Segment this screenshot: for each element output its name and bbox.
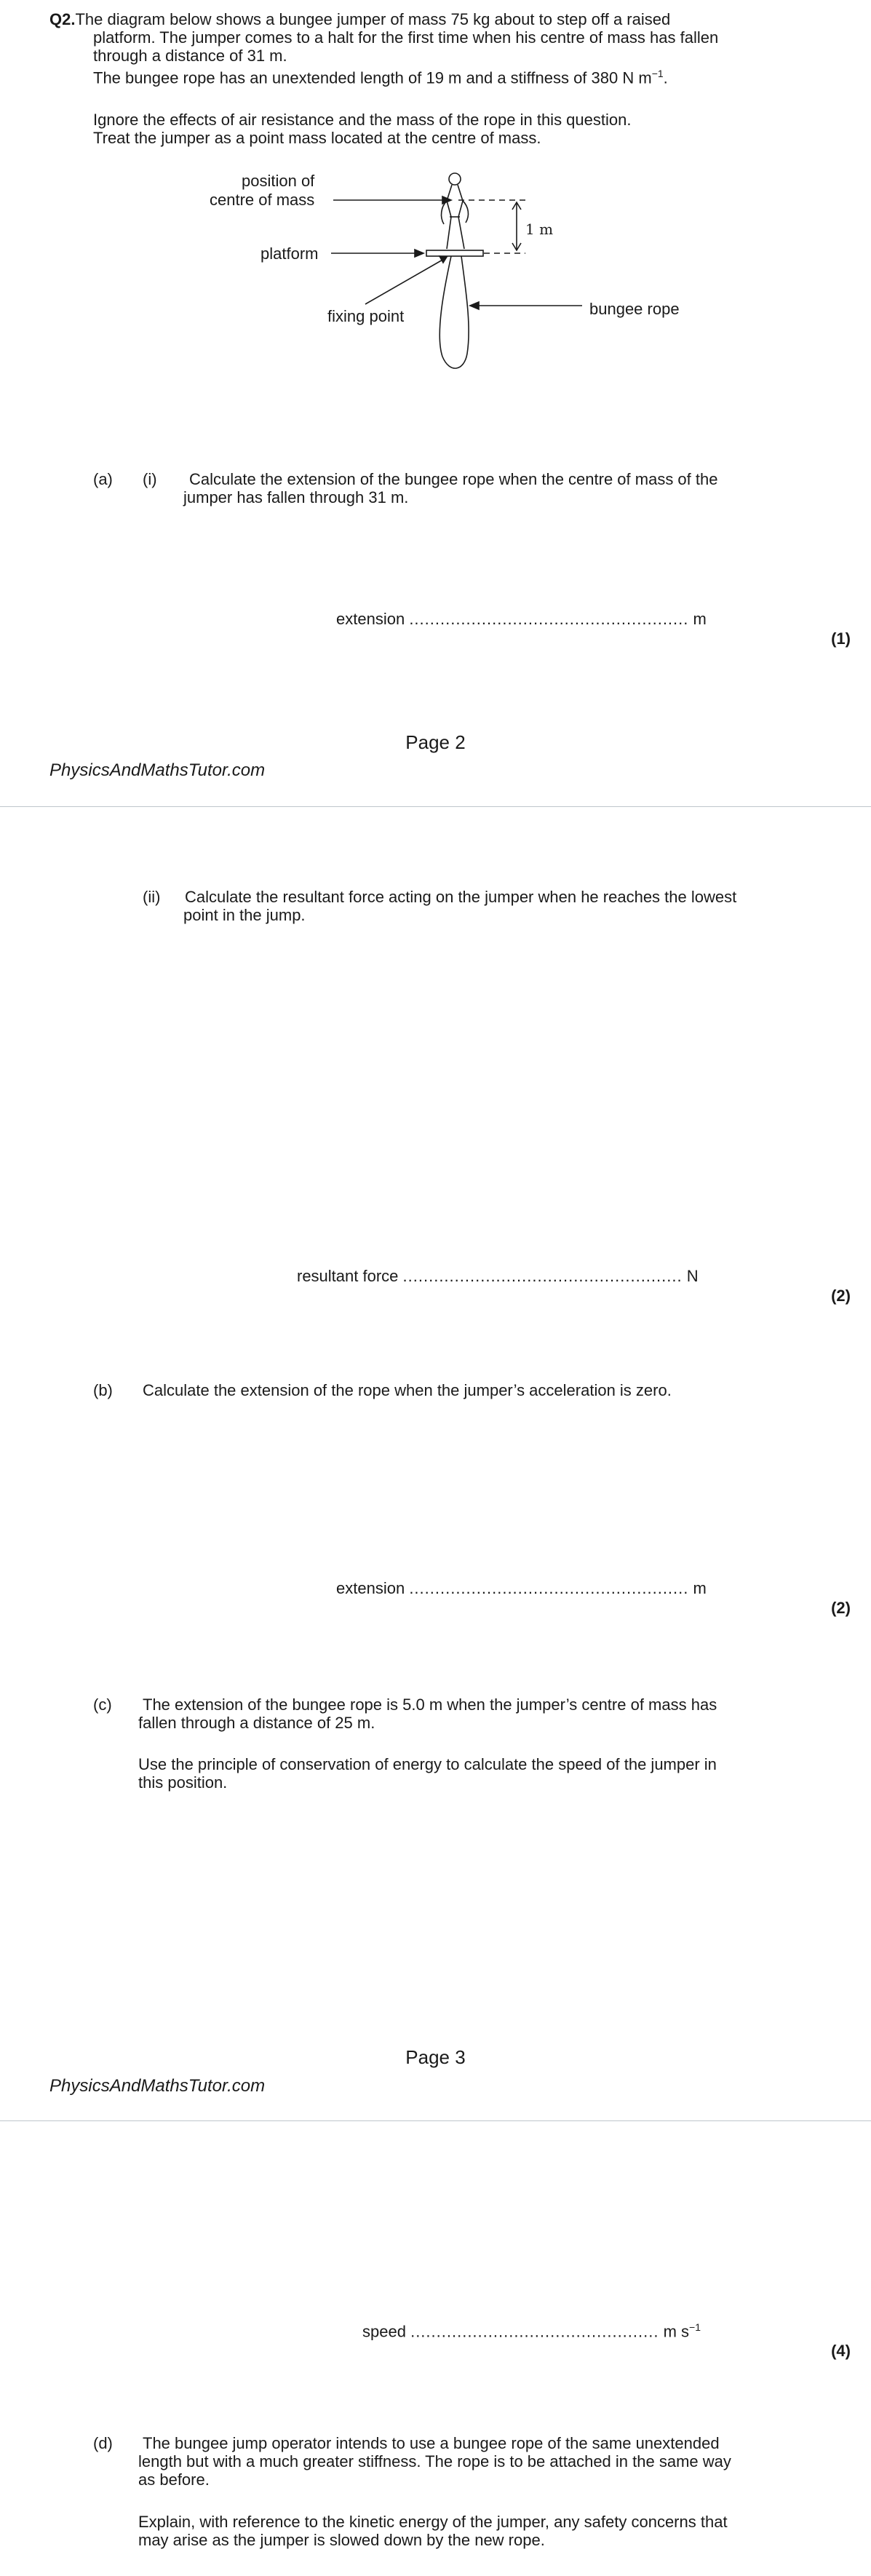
part-a-i-answer-line: extension ...................................................... m: [336, 610, 707, 628]
part-c-label: (c): [93, 1696, 112, 1714]
part-a-ii-line-1: Calculate the resultant force acting on the jumper when he reaches the lowest: [185, 888, 737, 906]
question-intro-line-2: platform. The jumper comes to a halt for the first time when his centre of mass has fallen: [93, 28, 719, 47]
platform-label: platform: [260, 245, 319, 263]
page-3-label: Page 3: [405, 2046, 466, 2068]
fixing-point-label: fixing point: [327, 307, 405, 325]
point-mass-line: Treat the jumper as a point mass located at the centre of mass.: [93, 129, 541, 147]
page-2-label: Page 2: [405, 731, 466, 753]
part-a-label: (a): [93, 470, 113, 488]
page-break-divider: [0, 806, 871, 807]
platform-arrowhead: [415, 250, 423, 257]
part-c-marks: (4): [831, 2342, 851, 2360]
part-a-i-answer-field[interactable]: ......................................................: [409, 610, 689, 628]
part-c-line-1: The extension of the bungee rope is 5.0 m when the jumper’s centre of mass has: [143, 1696, 717, 1714]
bungee-rope-label: bungee rope: [589, 300, 680, 318]
page-break-divider-2: [0, 2120, 871, 2121]
part-d-line-1: The bungee jump operator intends to use a bungee rope of the same unextended: [143, 2434, 720, 2452]
part-d-label: (d): [93, 2434, 113, 2452]
part-a-ii-line-2: point in the jump.: [183, 906, 306, 924]
centre-of-mass-label: centre of mass: [210, 191, 315, 209]
position-of-label: position of: [242, 172, 315, 190]
part-c-answer-line: speed ................................................ m $s^{-1}$: [362, 2321, 701, 2341]
part-c-energy-line-2: this position.: [138, 1773, 228, 1792]
part-a-i-marks: (1): [831, 629, 851, 648]
fixing-point-arrow: [365, 259, 444, 304]
question-intro-line-1: Q2.The diagram below shows a bungee jumper of mass 75 kg about to step off a raised: [49, 10, 671, 28]
platform-slab: [426, 250, 483, 256]
part-c-answer-field[interactable]: ................................................: [410, 2322, 659, 2341]
part-c-energy-line-1: Use the principle of conservation of energy to calculate the speed of the jumper in: [138, 1755, 717, 1773]
part-c-line-2: fallen through a distance of 25 m.: [138, 1714, 375, 1732]
jumper-figure: [442, 173, 469, 249]
page-3-site-footer: PhysicsAndMathsTutor.com: [49, 2076, 266, 2096]
bungee-rope-arrowhead: [470, 302, 479, 309]
part-a-ii-answer-line: resultant force ...................................................... N: [297, 1267, 699, 1285]
part-b-label: (b): [93, 1381, 113, 1399]
part-a-ii-answer-field[interactable]: ......................................................: [402, 1267, 683, 1285]
question-intro-line-3: through a distance of 31 m.: [93, 47, 287, 65]
part-b-answer-field[interactable]: ......................................................: [409, 1579, 689, 1597]
part-a-i-line-2: jumper has fallen through 31 m.: [183, 488, 409, 506]
bungee-jump-diagram: [196, 166, 706, 384]
part-a-i-label: (i): [143, 470, 157, 488]
part-d-line-2: length but with a much greater stiffness. The rope is to be attached in the same way: [138, 2452, 731, 2470]
part-b-marks: (2): [831, 1599, 851, 1617]
bungee-rope-loop: [440, 256, 469, 368]
part-d-explain-line-2: may arise as the jumper is slowed down by the new rope.: [138, 2531, 545, 2549]
part-d-line-3: as before.: [138, 2470, 210, 2489]
rope-specification-line: The bungee rope has an unextended length of 19 m and a stiffness of 380 N $m^{-1}$.: [93, 68, 668, 87]
question-number: Q2.: [49, 10, 76, 28]
part-a-ii-marks: (2): [831, 1287, 851, 1305]
part-b-answer-line: extension ...................................................... m: [336, 1579, 707, 1597]
one-metre-label: 1 m: [525, 220, 554, 238]
part-a-ii-label: (ii): [143, 888, 161, 906]
ignore-air-resistance-line: Ignore the effects of air resistance and the mass of the rope in this question.: [93, 111, 632, 129]
page-2-site-footer: PhysicsAndMathsTutor.com: [49, 760, 266, 780]
part-d-explain-line-1: Explain, with reference to the kinetic energy of the jumper, any safety concerns that: [138, 2513, 728, 2531]
part-b-line: Calculate the extension of the rope when the jumper’s acceleration is zero.: [143, 1381, 672, 1399]
part-a-i-line-1: Calculate the extension of the bungee rope when the centre of mass of the: [189, 470, 718, 488]
fixing-point-arrowhead: [440, 256, 447, 263]
